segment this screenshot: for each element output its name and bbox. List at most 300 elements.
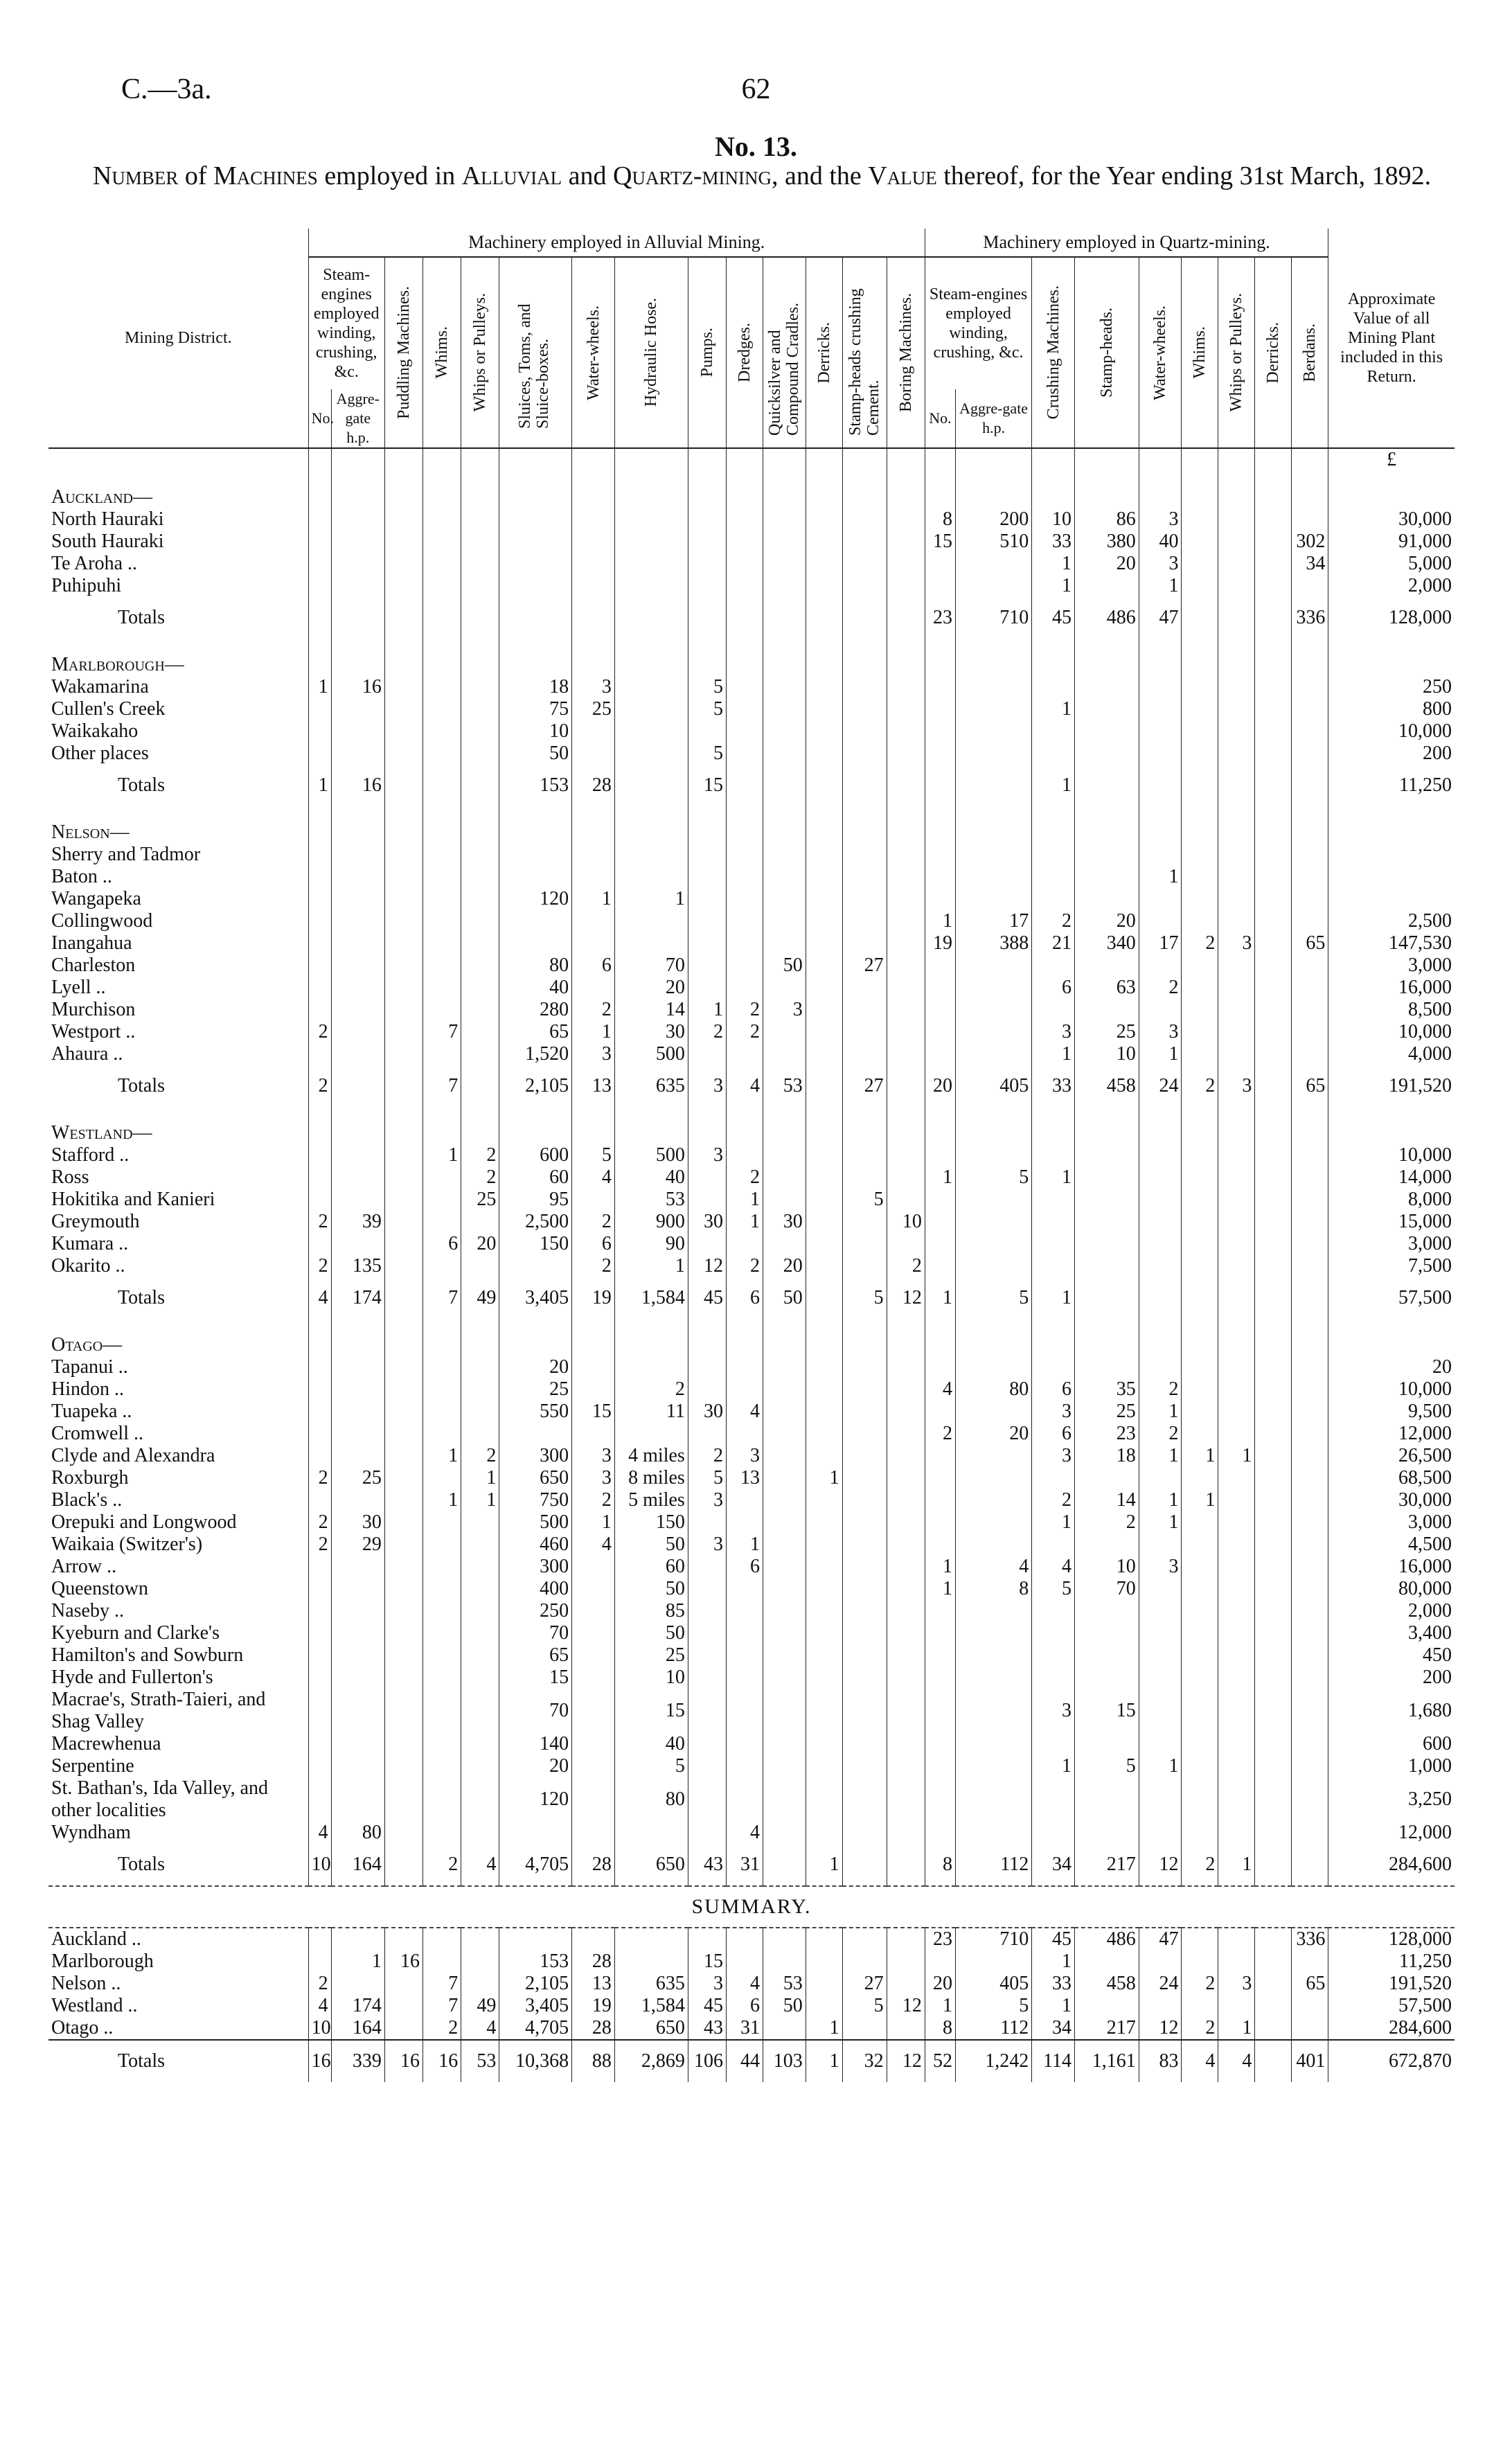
value-cell — [384, 1973, 423, 1995]
value-cell — [423, 806, 461, 844]
value-cell — [1328, 806, 1455, 844]
value-cell — [461, 1578, 499, 1600]
value-cell — [806, 1233, 842, 1255]
table-row — [48, 743, 1455, 765]
value-cell — [1182, 1556, 1218, 1578]
value-cell — [763, 1951, 806, 1973]
value-cell: 18 — [1075, 1445, 1139, 1467]
value-cell — [308, 932, 331, 954]
value-cell — [1139, 1144, 1182, 1166]
value-cell — [1182, 508, 1218, 531]
value-cell — [1292, 888, 1328, 910]
district-cell: Roxburgh — [51, 1467, 129, 1489]
group-alluvial: Machinery employed in Alluvial Mining. — [308, 229, 925, 257]
value-cell: 10 — [1075, 1556, 1139, 1578]
value-cell: 80 — [614, 1777, 688, 1822]
value-cell — [763, 720, 806, 743]
table-row — [48, 1511, 1455, 1534]
value-cell — [887, 1043, 925, 1065]
value-cell: 95 — [499, 1189, 572, 1211]
value-cell — [1292, 698, 1328, 720]
value-cell — [763, 1822, 806, 1844]
totals-row — [48, 1844, 1455, 1886]
value-cell — [331, 1928, 384, 1951]
value-cell — [763, 1401, 806, 1423]
value-cell — [1032, 639, 1075, 676]
value-cell — [726, 575, 763, 597]
value-cell — [423, 743, 461, 765]
col-sluices — [499, 257, 572, 448]
value-cell — [1255, 1844, 1292, 1886]
section-name: Westland— — [51, 1122, 152, 1144]
value-cell: 120 — [499, 1777, 572, 1822]
value-cell: 1 — [1032, 765, 1075, 806]
value-cell: 5 — [842, 1189, 887, 1211]
value-cell — [842, 448, 887, 471]
value-cell — [614, 698, 688, 720]
value-cell: 50 — [614, 1578, 688, 1600]
value-cell — [1032, 1255, 1075, 1277]
value-cell: 10,000 — [1328, 1378, 1455, 1401]
value-cell: 1 — [1032, 698, 1075, 720]
col-berdans-label: Berdans. — [1301, 323, 1319, 382]
value-cell — [763, 1107, 806, 1144]
value-cell: 460 — [499, 1534, 572, 1556]
value-cell — [806, 553, 842, 575]
value-cell — [688, 844, 726, 866]
value-cell: 2,500 — [1328, 910, 1455, 932]
value-cell — [331, 1043, 384, 1065]
value-cell — [726, 508, 763, 531]
value-cell — [887, 1511, 925, 1534]
value-cell: 3 — [1218, 932, 1255, 954]
value-cell — [955, 1644, 1031, 1667]
value-cell: 47 — [1139, 597, 1182, 639]
col-q-whips — [1218, 257, 1255, 448]
value-cell — [925, 866, 955, 888]
col-q-waterwheels-label: Water-wheels. — [1151, 305, 1170, 400]
value-cell — [887, 676, 925, 698]
value-cell — [1255, 866, 1292, 888]
value-cell: 53 — [614, 1189, 688, 1211]
value-cell: 7 — [423, 1995, 461, 2017]
value-cell — [887, 597, 925, 639]
col-district: Mining District. — [48, 229, 308, 448]
value-cell: 50 — [763, 1995, 806, 2017]
value-cell: 2 — [1182, 1973, 1218, 1995]
value-cell — [955, 1777, 1031, 1822]
value-cell — [461, 1211, 499, 1233]
value-cell — [1255, 1107, 1292, 1144]
value-cell — [1139, 743, 1182, 765]
value-cell — [1032, 1644, 1075, 1667]
value-cell — [887, 1844, 925, 1886]
value-cell: 7 — [423, 1021, 461, 1043]
value-cell — [499, 932, 572, 954]
value-cell — [842, 1401, 887, 1423]
value-cell — [1075, 1667, 1139, 1689]
value-cell: 3 — [688, 1973, 726, 1995]
value-cell — [331, 720, 384, 743]
value-cell — [688, 910, 726, 932]
value-cell: 302 — [1292, 531, 1328, 553]
col-dredges-label: Dredges. — [735, 323, 754, 382]
value-cell — [308, 471, 331, 508]
value-cell — [1218, 471, 1255, 508]
value-cell — [331, 575, 384, 597]
value-cell: 30 — [688, 1401, 726, 1423]
value-cell: 70 — [499, 1622, 572, 1644]
value-cell — [842, 1600, 887, 1622]
value-cell — [688, 1928, 726, 1951]
value-cell — [461, 575, 499, 597]
value-cell — [1218, 1951, 1255, 1973]
value-cell — [763, 1755, 806, 1777]
value-cell: 23 — [925, 1928, 955, 1951]
value-cell — [1218, 844, 1255, 866]
value-cell — [1218, 1689, 1255, 1733]
value-cell — [763, 1144, 806, 1166]
table-row — [48, 1622, 1455, 1644]
value-cell — [887, 448, 925, 471]
value-cell — [763, 676, 806, 698]
value-cell: 1 — [726, 1211, 763, 1233]
value-cell — [1218, 1644, 1255, 1667]
value-cell — [763, 575, 806, 597]
value-cell — [1182, 1578, 1218, 1600]
value-cell — [1182, 1021, 1218, 1043]
value-cell — [331, 806, 384, 844]
value-cell — [1182, 1822, 1218, 1844]
totals-row — [48, 1065, 1455, 1107]
value-cell — [331, 698, 384, 720]
value-cell: 2 — [308, 1021, 331, 1043]
value-cell: 20 — [499, 1755, 572, 1777]
value-cell: 14 — [1075, 1489, 1139, 1511]
value-cell — [887, 1467, 925, 1489]
value-cell — [423, 1423, 461, 1445]
value-cell — [1218, 954, 1255, 977]
value-cell — [572, 720, 615, 743]
value-cell — [1182, 1107, 1218, 1144]
value-cell: 3 — [572, 1043, 615, 1065]
value-cell: 6 — [726, 1556, 763, 1578]
value-cell: 128,000 — [1328, 597, 1455, 639]
value-cell — [1139, 1319, 1182, 1356]
value-cell — [331, 1144, 384, 1166]
title-part: Value — [868, 161, 937, 190]
value-cell — [1255, 1644, 1292, 1667]
value-cell — [308, 1755, 331, 1777]
col-steam-hp: Aggre-gate h.p. — [331, 389, 384, 448]
table-row — [48, 1401, 1455, 1423]
value-cell — [331, 1423, 384, 1445]
value-cell — [1218, 1578, 1255, 1600]
district-cell — [48, 448, 308, 471]
value-cell — [806, 1667, 842, 1689]
value-cell — [1218, 1356, 1255, 1378]
value-cell — [806, 1255, 842, 1277]
value-cell: 4 — [1218, 2040, 1255, 2082]
value-cell — [331, 1556, 384, 1578]
value-cell — [1292, 1467, 1328, 1489]
value-cell — [887, 932, 925, 954]
value-cell — [925, 1534, 955, 1556]
value-cell — [806, 698, 842, 720]
value-cell: 40 — [614, 1733, 688, 1755]
value-cell — [1292, 954, 1328, 977]
value-cell — [499, 1423, 572, 1445]
value-cell — [842, 1211, 887, 1233]
value-cell — [955, 676, 1031, 698]
value-cell — [1182, 866, 1218, 888]
district-cell: Macrae's, Strath-Taieri, and Shag Valley — [51, 1689, 266, 1732]
value-cell — [842, 1689, 887, 1733]
value-cell — [688, 1107, 726, 1144]
value-cell: 24 — [1139, 1973, 1182, 1995]
value-cell: 250 — [1328, 676, 1455, 698]
table-row — [48, 1043, 1455, 1065]
value-cell: 10 — [308, 1844, 331, 1886]
value-cell — [499, 1822, 572, 1844]
value-cell — [842, 765, 887, 806]
value-cell — [688, 471, 726, 508]
table-row — [48, 553, 1455, 575]
value-cell — [925, 999, 955, 1021]
section-header-row — [48, 1319, 1455, 1356]
value-cell — [1075, 1534, 1139, 1556]
col-stampcement-label: Stamp-heads crushing Cement. — [846, 288, 883, 436]
value-cell — [614, 1356, 688, 1378]
value-cell — [1255, 1995, 1292, 2017]
value-cell — [384, 977, 423, 999]
value-cell: 153 — [499, 765, 572, 806]
value-cell — [1255, 1378, 1292, 1401]
value-cell — [1139, 765, 1182, 806]
value-cell: 16 — [308, 2040, 331, 2082]
value-cell — [1032, 1622, 1075, 1644]
table-row — [48, 910, 1455, 932]
currency-row — [48, 448, 1455, 471]
value-cell: 1 — [1032, 1277, 1075, 1319]
value-cell — [1032, 676, 1075, 698]
value-cell — [763, 1777, 806, 1822]
value-cell — [1292, 1378, 1328, 1401]
section-name: Marlborough— — [51, 654, 184, 675]
value-cell — [925, 1211, 955, 1233]
value-cell — [842, 508, 887, 531]
summary-header-row — [48, 1886, 1455, 1928]
value-cell — [955, 1043, 1031, 1065]
value-cell — [423, 1401, 461, 1423]
value-cell — [384, 1166, 423, 1189]
value-cell — [925, 1600, 955, 1622]
value-cell: 2,869 — [614, 2040, 688, 2082]
value-cell — [842, 1467, 887, 1489]
value-cell — [614, 844, 688, 866]
value-cell — [726, 844, 763, 866]
value-cell — [499, 508, 572, 531]
value-cell — [1032, 1667, 1075, 1689]
value-cell: 65 — [1292, 1973, 1328, 1995]
title-part: Alluvial — [461, 161, 562, 190]
value-cell — [1292, 1822, 1328, 1844]
value-cell — [763, 1733, 806, 1755]
value-cell: 114 — [1032, 2040, 1075, 2082]
value-cell: 1 — [1139, 1511, 1182, 1534]
value-cell — [1139, 910, 1182, 932]
value-cell: 2 — [1139, 977, 1182, 999]
value-cell: 5 — [955, 1166, 1031, 1189]
value-cell — [461, 471, 499, 508]
value-cell — [842, 1755, 887, 1777]
value-cell — [1032, 866, 1075, 888]
value-cell — [1255, 1356, 1292, 1378]
table-row — [48, 1578, 1455, 1600]
value-cell — [1292, 866, 1328, 888]
value-cell — [763, 1378, 806, 1401]
value-cell — [331, 1356, 384, 1378]
value-cell — [384, 806, 423, 844]
value-cell — [925, 639, 955, 676]
value-cell — [1182, 1667, 1218, 1689]
table-row — [48, 720, 1455, 743]
value-cell: 1 — [1218, 1445, 1255, 1467]
value-cell — [1255, 1255, 1292, 1277]
value-cell — [1032, 1211, 1075, 1233]
value-cell — [572, 1644, 615, 1667]
table-row — [48, 1356, 1455, 1378]
value-cell — [1255, 1489, 1292, 1511]
value-cell — [461, 1928, 499, 1951]
value-cell: 45 — [1032, 597, 1075, 639]
district-cell: Black's .. — [51, 1489, 123, 1511]
value-cell — [925, 1189, 955, 1211]
table-row — [48, 1021, 1455, 1043]
col-puddling-label: Puddling Machines. — [394, 286, 413, 419]
value-cell — [1255, 1065, 1292, 1107]
value-cell: 47 — [1139, 1928, 1182, 1951]
value-cell — [1182, 1043, 1218, 1065]
col-boring-label: Boring Machines. — [896, 293, 915, 412]
totals-row — [48, 1277, 1455, 1319]
value-cell — [499, 553, 572, 575]
value-cell — [423, 1166, 461, 1189]
value-cell: 57,500 — [1328, 1995, 1455, 2017]
value-cell: 19 — [572, 1995, 615, 2017]
value-cell — [1292, 1233, 1328, 1255]
value-cell — [1139, 1255, 1182, 1277]
value-cell — [572, 1556, 615, 1578]
value-cell — [726, 1755, 763, 1777]
value-cell — [806, 999, 842, 1021]
value-cell — [1255, 1777, 1292, 1822]
value-cell: 53 — [461, 2040, 499, 2082]
value-cell: 25 — [572, 698, 615, 720]
summary-row — [48, 1973, 1455, 1995]
value-cell: 3,000 — [1328, 1233, 1455, 1255]
value-cell — [614, 720, 688, 743]
value-cell: 2 — [308, 1511, 331, 1534]
value-cell: 164 — [331, 1844, 384, 1886]
value-cell — [806, 977, 842, 999]
value-cell — [955, 1445, 1031, 1467]
value-cell — [806, 1189, 842, 1211]
value-cell — [842, 1144, 887, 1166]
value-cell — [688, 1755, 726, 1777]
value-cell — [1255, 698, 1292, 720]
value-cell — [726, 1356, 763, 1378]
value-cell — [1218, 910, 1255, 932]
value-cell — [1182, 1622, 1218, 1644]
value-cell — [1139, 1689, 1182, 1733]
value-cell — [1218, 888, 1255, 910]
value-cell: 8 — [925, 1844, 955, 1886]
table-row — [48, 1777, 1455, 1822]
value-cell: 3,405 — [499, 1995, 572, 2017]
value-cell: 6 — [726, 1277, 763, 1319]
value-cell — [806, 531, 842, 553]
value-cell — [688, 1733, 726, 1755]
col-derricks-label: Derricks. — [815, 321, 833, 384]
value-cell — [1255, 1277, 1292, 1319]
value-cell: 9,500 — [1328, 1401, 1455, 1423]
value-cell — [688, 1423, 726, 1445]
value-cell: 1 — [572, 888, 615, 910]
value-cell — [1218, 866, 1255, 888]
value-cell — [887, 1166, 925, 1189]
value-cell — [925, 806, 955, 844]
totals-row — [48, 765, 1455, 806]
value-cell — [572, 1107, 615, 1144]
value-cell — [614, 866, 688, 888]
value-cell: 50 — [763, 954, 806, 977]
value-cell — [955, 1356, 1031, 1378]
value-cell — [331, 844, 384, 866]
value-cell: 3 — [1032, 1689, 1075, 1733]
value-cell — [955, 1021, 1031, 1043]
value-cell — [1292, 448, 1328, 471]
value-cell — [726, 910, 763, 932]
value-cell — [614, 1822, 688, 1844]
value-cell: 50 — [499, 743, 572, 765]
value-cell — [1182, 806, 1218, 844]
value-cell — [763, 448, 806, 471]
value-cell — [955, 1107, 1031, 1144]
value-cell: 50 — [763, 1277, 806, 1319]
value-cell — [423, 720, 461, 743]
value-cell — [688, 806, 726, 844]
value-cell — [726, 553, 763, 575]
value-cell — [572, 806, 615, 844]
value-cell: 8,000 — [1328, 1189, 1455, 1211]
value-cell — [1292, 1556, 1328, 1578]
value-cell — [572, 1755, 615, 1777]
value-cell — [499, 639, 572, 676]
value-cell — [308, 999, 331, 1021]
value-cell — [423, 844, 461, 866]
value-cell — [1255, 1667, 1292, 1689]
value-cell — [308, 1489, 331, 1511]
district-cell: Totals — [118, 1287, 166, 1308]
value-cell: 1 — [1032, 575, 1075, 597]
value-cell — [955, 866, 1031, 888]
value-cell: 6 — [1032, 977, 1075, 999]
value-cell — [925, 575, 955, 597]
value-cell — [1292, 1445, 1328, 1467]
col-steam-no: No. — [308, 389, 331, 448]
value-cell — [572, 1600, 615, 1622]
